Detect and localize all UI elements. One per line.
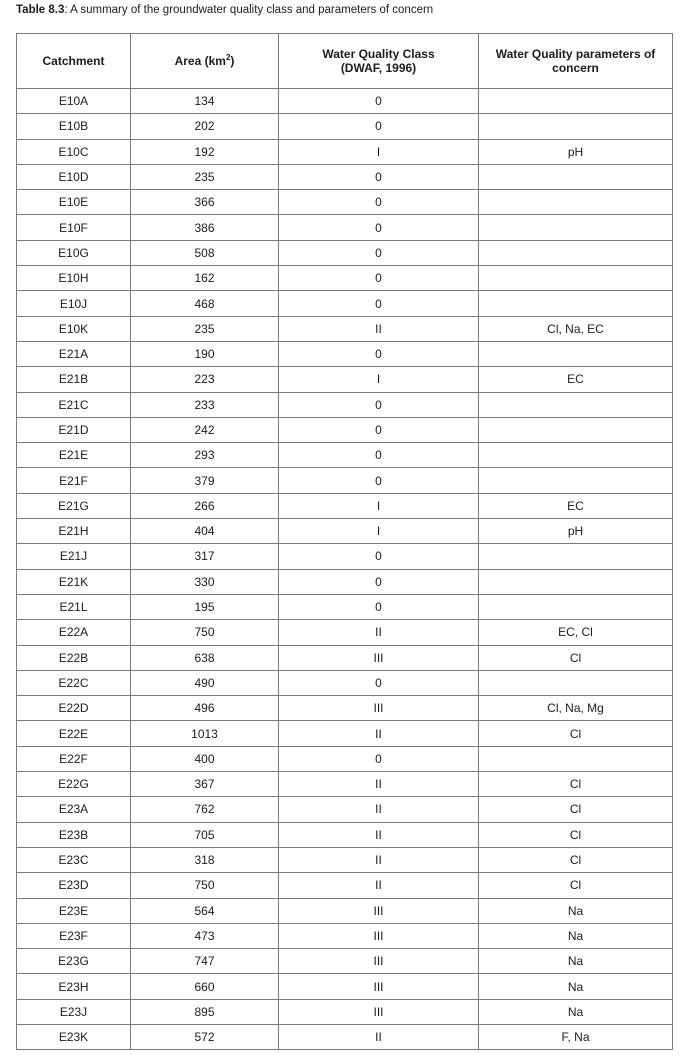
cell-area: 638 xyxy=(131,645,279,670)
cell-quality-class: 0 xyxy=(279,392,479,417)
cell-quality-class: 0 xyxy=(279,443,479,468)
cell-quality-parameters xyxy=(479,746,673,771)
cell-catchment: E22D xyxy=(17,696,131,721)
cell-quality-parameters: Na xyxy=(479,923,673,948)
cell-area: 235 xyxy=(131,316,279,341)
header-catchment xyxy=(17,34,131,89)
cell-catchment: E23J xyxy=(17,999,131,1024)
cell-catchment: E21A xyxy=(17,341,131,366)
header-area-superscript: 2 xyxy=(225,53,231,62)
cell-area: 202 xyxy=(131,114,279,139)
table-row xyxy=(17,89,673,114)
cell-area: 317 xyxy=(131,544,279,569)
table-row xyxy=(17,392,673,417)
cell-area: 293 xyxy=(131,443,279,468)
table-row xyxy=(17,291,673,316)
cell-catchment: E23H xyxy=(17,974,131,999)
cell-quality-class: II xyxy=(279,721,479,746)
cell-quality-class: 0 xyxy=(279,266,479,291)
cell-quality-class: 0 xyxy=(279,215,479,240)
cell-area: 162 xyxy=(131,266,279,291)
cell-quality-parameters xyxy=(479,190,673,215)
cell-catchment: E22E xyxy=(17,721,131,746)
cell-quality-parameters xyxy=(479,291,673,316)
cell-catchment: E22B xyxy=(17,645,131,670)
table-row xyxy=(17,847,673,872)
cell-area: 747 xyxy=(131,949,279,974)
table-row xyxy=(17,1024,673,1049)
cell-area: 366 xyxy=(131,190,279,215)
cell-quality-class: II xyxy=(279,797,479,822)
table-row xyxy=(17,341,673,366)
cell-catchment: E21C xyxy=(17,392,131,417)
cell-quality-parameters: EC xyxy=(479,367,673,392)
cell-catchment: E21F xyxy=(17,468,131,493)
cell-quality-class: II xyxy=(279,620,479,645)
cell-catchment: E10F xyxy=(17,215,131,240)
table-row xyxy=(17,772,673,797)
cell-area: 400 xyxy=(131,746,279,771)
table-row xyxy=(17,114,673,139)
table-row xyxy=(17,746,673,771)
cell-catchment: E22A xyxy=(17,620,131,645)
header-quality-class xyxy=(279,34,479,89)
cell-catchment: E10B xyxy=(17,114,131,139)
cell-quality-parameters xyxy=(479,417,673,442)
cell-catchment: E21B xyxy=(17,367,131,392)
table-body xyxy=(17,89,673,1050)
cell-area: 705 xyxy=(131,822,279,847)
cell-quality-parameters: Na xyxy=(479,999,673,1024)
cell-quality-parameters: pH xyxy=(479,519,673,544)
cell-area: 496 xyxy=(131,696,279,721)
cell-area: 490 xyxy=(131,670,279,695)
table-row xyxy=(17,949,673,974)
cell-catchment: E23A xyxy=(17,797,131,822)
cell-quality-class: 0 xyxy=(279,89,479,114)
cell-quality-class: II xyxy=(279,1024,479,1049)
table-row xyxy=(17,898,673,923)
cell-quality-parameters: Cl, Na, EC xyxy=(479,316,673,341)
cell-area: 379 xyxy=(131,468,279,493)
cell-quality-class: III xyxy=(279,974,479,999)
table-row xyxy=(17,923,673,948)
cell-catchment: E22F xyxy=(17,746,131,771)
table-row xyxy=(17,519,673,544)
cell-quality-parameters xyxy=(479,392,673,417)
cell-quality-parameters xyxy=(479,341,673,366)
cell-quality-class: 0 xyxy=(279,190,479,215)
cell-catchment: E10K xyxy=(17,316,131,341)
header-catchment-label: Catchment xyxy=(42,54,105,68)
cell-quality-class: I xyxy=(279,367,479,392)
cell-catchment: E23B xyxy=(17,822,131,847)
table-row xyxy=(17,240,673,265)
cell-quality-class: 0 xyxy=(279,341,479,366)
cell-area: 386 xyxy=(131,215,279,240)
header-area xyxy=(131,34,279,89)
cell-quality-parameters xyxy=(479,594,673,619)
cell-quality-class: I xyxy=(279,519,479,544)
cell-quality-class: 0 xyxy=(279,114,479,139)
cell-area: 750 xyxy=(131,873,279,898)
cell-quality-class: III xyxy=(279,999,479,1024)
cell-catchment: E21G xyxy=(17,493,131,518)
cell-area: 134 xyxy=(131,89,279,114)
cell-area: 223 xyxy=(131,367,279,392)
cell-quality-class: 0 xyxy=(279,544,479,569)
table-row xyxy=(17,316,673,341)
cell-quality-class: 0 xyxy=(279,291,479,316)
cell-area: 235 xyxy=(131,164,279,189)
header-quality-parameters-label: Water Quality parameters of concern xyxy=(495,47,656,75)
cell-catchment: E10H xyxy=(17,266,131,291)
cell-quality-parameters xyxy=(479,544,673,569)
cell-quality-class: 0 xyxy=(279,746,479,771)
cell-area: 404 xyxy=(131,519,279,544)
cell-quality-class: I xyxy=(279,139,479,164)
table-row xyxy=(17,468,673,493)
cell-area: 367 xyxy=(131,772,279,797)
cell-area: 895 xyxy=(131,999,279,1024)
cell-quality-parameters: Na xyxy=(479,949,673,974)
cell-quality-parameters xyxy=(479,670,673,695)
cell-catchment: E22G xyxy=(17,772,131,797)
cell-quality-parameters xyxy=(479,240,673,265)
cell-catchment: E10J xyxy=(17,291,131,316)
cell-area: 233 xyxy=(131,392,279,417)
cell-area: 266 xyxy=(131,493,279,518)
cell-catchment: E23G xyxy=(17,949,131,974)
cell-catchment: E23E xyxy=(17,898,131,923)
cell-quality-class: II xyxy=(279,822,479,847)
cell-quality-parameters: Cl xyxy=(479,797,673,822)
table-row xyxy=(17,620,673,645)
cell-area: 192 xyxy=(131,139,279,164)
table-row xyxy=(17,721,673,746)
cell-quality-parameters xyxy=(479,266,673,291)
header-quality-parameters xyxy=(479,34,673,89)
cell-area: 750 xyxy=(131,620,279,645)
table-row xyxy=(17,443,673,468)
table-row xyxy=(17,696,673,721)
cell-catchment: E23D xyxy=(17,873,131,898)
cell-quality-class: III xyxy=(279,696,479,721)
cell-catchment: E10E xyxy=(17,190,131,215)
cell-catchment: E23C xyxy=(17,847,131,872)
header-row xyxy=(17,34,673,89)
cell-quality-class: 0 xyxy=(279,417,479,442)
cell-area: 1013 xyxy=(131,721,279,746)
header-area-suffix: ) xyxy=(230,54,235,68)
cell-area: 473 xyxy=(131,923,279,948)
cell-quality-parameters: Cl, Na, Mg xyxy=(479,696,673,721)
table-row xyxy=(17,367,673,392)
table-caption-text: : A summary of the groundwater quality class and parameters of concern xyxy=(64,4,434,16)
cell-area: 468 xyxy=(131,291,279,316)
cell-quality-parameters: Cl xyxy=(479,847,673,872)
table-row xyxy=(17,974,673,999)
cell-area: 195 xyxy=(131,594,279,619)
cell-quality-class: III xyxy=(279,645,479,670)
cell-quality-parameters: EC, Cl xyxy=(479,620,673,645)
cell-quality-class: III xyxy=(279,923,479,948)
table-row xyxy=(17,544,673,569)
cell-quality-parameters xyxy=(479,89,673,114)
cell-catchment: E21H xyxy=(17,519,131,544)
cell-catchment: E10D xyxy=(17,164,131,189)
cell-catchment: E22C xyxy=(17,670,131,695)
cell-area: 762 xyxy=(131,797,279,822)
cell-quality-parameters: EC xyxy=(479,493,673,518)
cell-catchment: E10A xyxy=(17,89,131,114)
table-row xyxy=(17,645,673,670)
cell-quality-class: III xyxy=(279,898,479,923)
table-row xyxy=(17,493,673,518)
cell-quality-parameters: Na xyxy=(479,898,673,923)
groundwater-quality-table xyxy=(16,33,673,1050)
table-caption xyxy=(16,3,433,17)
table-row xyxy=(17,873,673,898)
table-row xyxy=(17,215,673,240)
cell-area: 242 xyxy=(131,417,279,442)
table-row xyxy=(17,164,673,189)
cell-area: 564 xyxy=(131,898,279,923)
cell-catchment: E21D xyxy=(17,417,131,442)
table-row xyxy=(17,139,673,164)
cell-area: 572 xyxy=(131,1024,279,1049)
cell-quality-class: 0 xyxy=(279,468,479,493)
cell-quality-class: II xyxy=(279,873,479,898)
cell-quality-parameters xyxy=(479,215,673,240)
cell-area: 660 xyxy=(131,974,279,999)
cell-quality-parameters xyxy=(479,164,673,189)
table-row xyxy=(17,594,673,619)
cell-quality-parameters: Cl xyxy=(479,645,673,670)
cell-area: 318 xyxy=(131,847,279,872)
cell-catchment: E10C xyxy=(17,139,131,164)
cell-catchment: E21E xyxy=(17,443,131,468)
cell-catchment: E21J xyxy=(17,544,131,569)
cell-quality-parameters: Cl xyxy=(479,772,673,797)
cell-catchment: E21L xyxy=(17,594,131,619)
cell-area: 330 xyxy=(131,569,279,594)
table-row xyxy=(17,190,673,215)
cell-catchment: E10G xyxy=(17,240,131,265)
cell-quality-class: 0 xyxy=(279,594,479,619)
table-row xyxy=(17,569,673,594)
cell-quality-parameters: Cl xyxy=(479,873,673,898)
cell-catchment: E21K xyxy=(17,569,131,594)
cell-quality-parameters: Cl xyxy=(479,721,673,746)
table-row xyxy=(17,999,673,1024)
cell-quality-class: 0 xyxy=(279,240,479,265)
header-quality-class-line1: Water Quality Class xyxy=(322,47,435,61)
cell-quality-class: 0 xyxy=(279,164,479,189)
cell-quality-class: III xyxy=(279,949,479,974)
cell-quality-class: II xyxy=(279,772,479,797)
table-header xyxy=(17,34,673,89)
cell-catchment: E23F xyxy=(17,923,131,948)
cell-quality-class: 0 xyxy=(279,569,479,594)
cell-quality-class: I xyxy=(279,493,479,518)
table-row xyxy=(17,417,673,442)
table-row xyxy=(17,266,673,291)
cell-area: 508 xyxy=(131,240,279,265)
cell-area: 190 xyxy=(131,341,279,366)
table-caption-label: Table 8.3 xyxy=(16,4,65,16)
cell-quality-class: II xyxy=(279,847,479,872)
table-row xyxy=(17,797,673,822)
cell-quality-class: 0 xyxy=(279,670,479,695)
cell-quality-class: II xyxy=(279,316,479,341)
header-area-prefix: Area (km xyxy=(174,54,226,68)
cell-catchment: E23K xyxy=(17,1024,131,1049)
cell-quality-parameters: Cl xyxy=(479,822,673,847)
table-row xyxy=(17,670,673,695)
cell-quality-parameters xyxy=(479,443,673,468)
cell-quality-parameters: Na xyxy=(479,974,673,999)
cell-quality-parameters xyxy=(479,468,673,493)
cell-quality-parameters xyxy=(479,114,673,139)
header-quality-class-line2: (DWAF, 1996) xyxy=(340,61,417,75)
cell-quality-parameters xyxy=(479,569,673,594)
table-row xyxy=(17,822,673,847)
cell-quality-parameters: F, Na xyxy=(479,1024,673,1049)
cell-quality-parameters: pH xyxy=(479,139,673,164)
